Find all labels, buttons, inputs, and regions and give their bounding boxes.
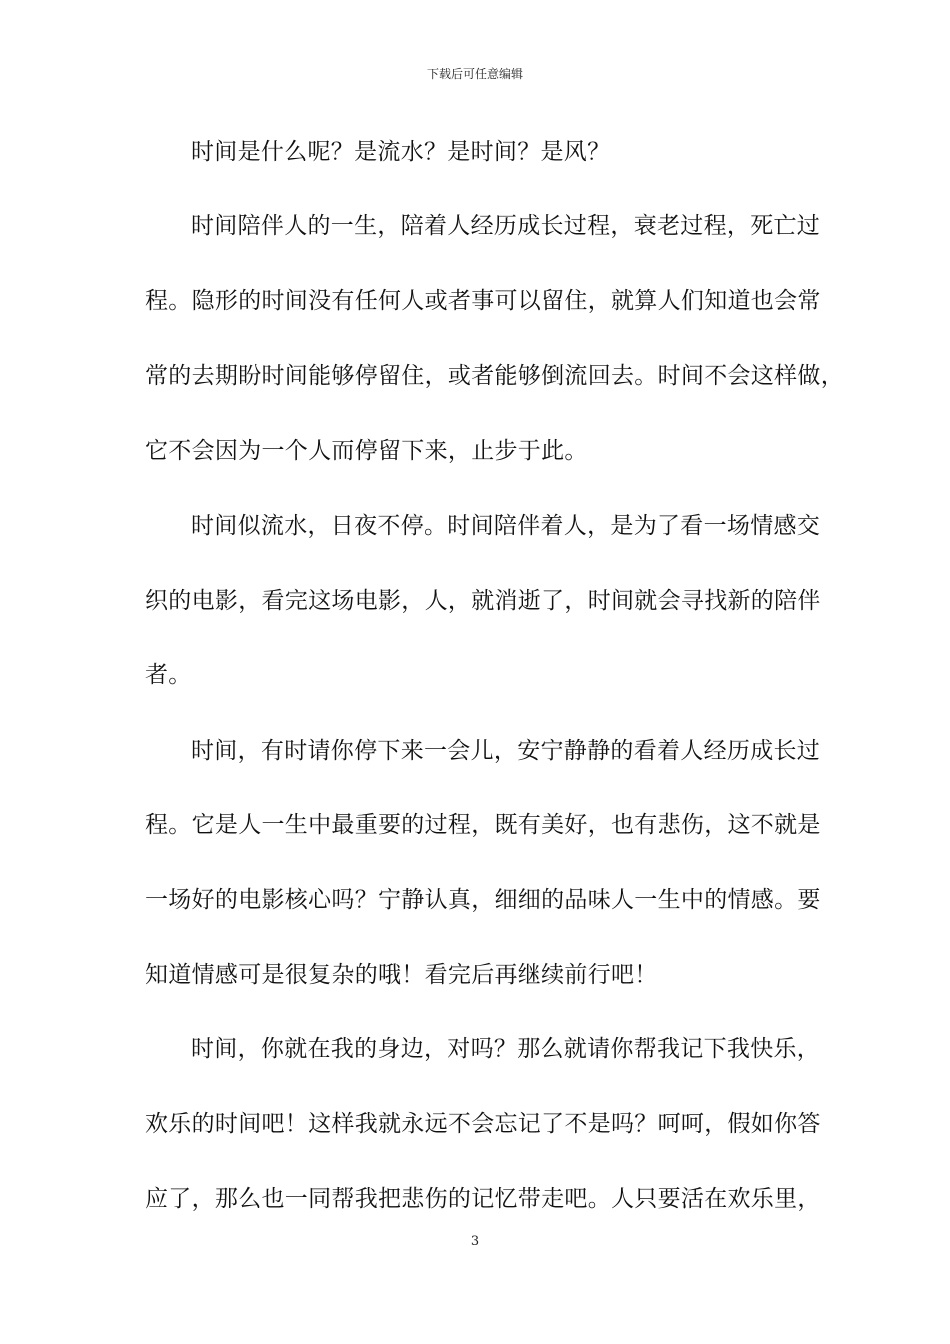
page-header: 下载后可任意编辑 bbox=[426, 67, 523, 81]
paragraph-2-line-4: 它不会因为一个人而停留下来，止步于此。 bbox=[145, 438, 588, 464]
paragraph-4-line-2: 程。它是人一生中最重要的过程，既有美好，也有悲伤，这不就是 bbox=[145, 812, 821, 838]
paragraph-2-line-2: 程。隐形的时间没有任何人或者事可以留住，就算人们知道也会常 bbox=[145, 288, 821, 314]
paragraph-4-line-1: 时间，有时请你停下来一会儿，安宁静静的看着人经历成长过 bbox=[191, 738, 821, 764]
paragraph-2-line-3: 常的去期盼时间能够停留住，或者能够倒流回去。时间不会这样做， bbox=[145, 363, 844, 389]
paragraph-5-line-2: 欢乐的时间吧！这样我就永远不会忘记了不是吗？呵呵，假如你答 bbox=[145, 1111, 821, 1137]
paragraph-2-line-1: 时间陪伴人的一生，陪着人经历成长过程，衰老过程，死亡过 bbox=[191, 213, 821, 239]
paragraph-5-line-3: 应了，那么也一同帮我把悲伤的记忆带走吧。人只要活在欢乐里， bbox=[145, 1186, 821, 1212]
paragraph-3-line-1: 时间似流水，日夜不停。时间陪伴着人，是为了看一场情感交 bbox=[191, 513, 821, 539]
paragraph-3-line-3: 者。 bbox=[145, 662, 192, 688]
paragraph-4-line-3: 一场好的电影核心吗？宁静认真，细细的品味人一生中的情感。要 bbox=[145, 887, 821, 913]
paragraph-1-line-1: 时间是什么呢？是流水？是时间？是风？ bbox=[191, 139, 611, 165]
paragraph-4-line-4: 知道情感可是很复杂的哦！看完后再继续前行吧！ bbox=[145, 962, 658, 988]
paragraph-3-line-2: 织的电影，看完这场电影，人，就消逝了，时间就会寻找新的陪伴 bbox=[145, 588, 821, 614]
paragraph-5-line-1: 时间，你就在我的身边，对吗？那么就请你帮我记下我快乐， bbox=[191, 1036, 821, 1062]
page-number: 3 bbox=[470, 1234, 480, 1249]
